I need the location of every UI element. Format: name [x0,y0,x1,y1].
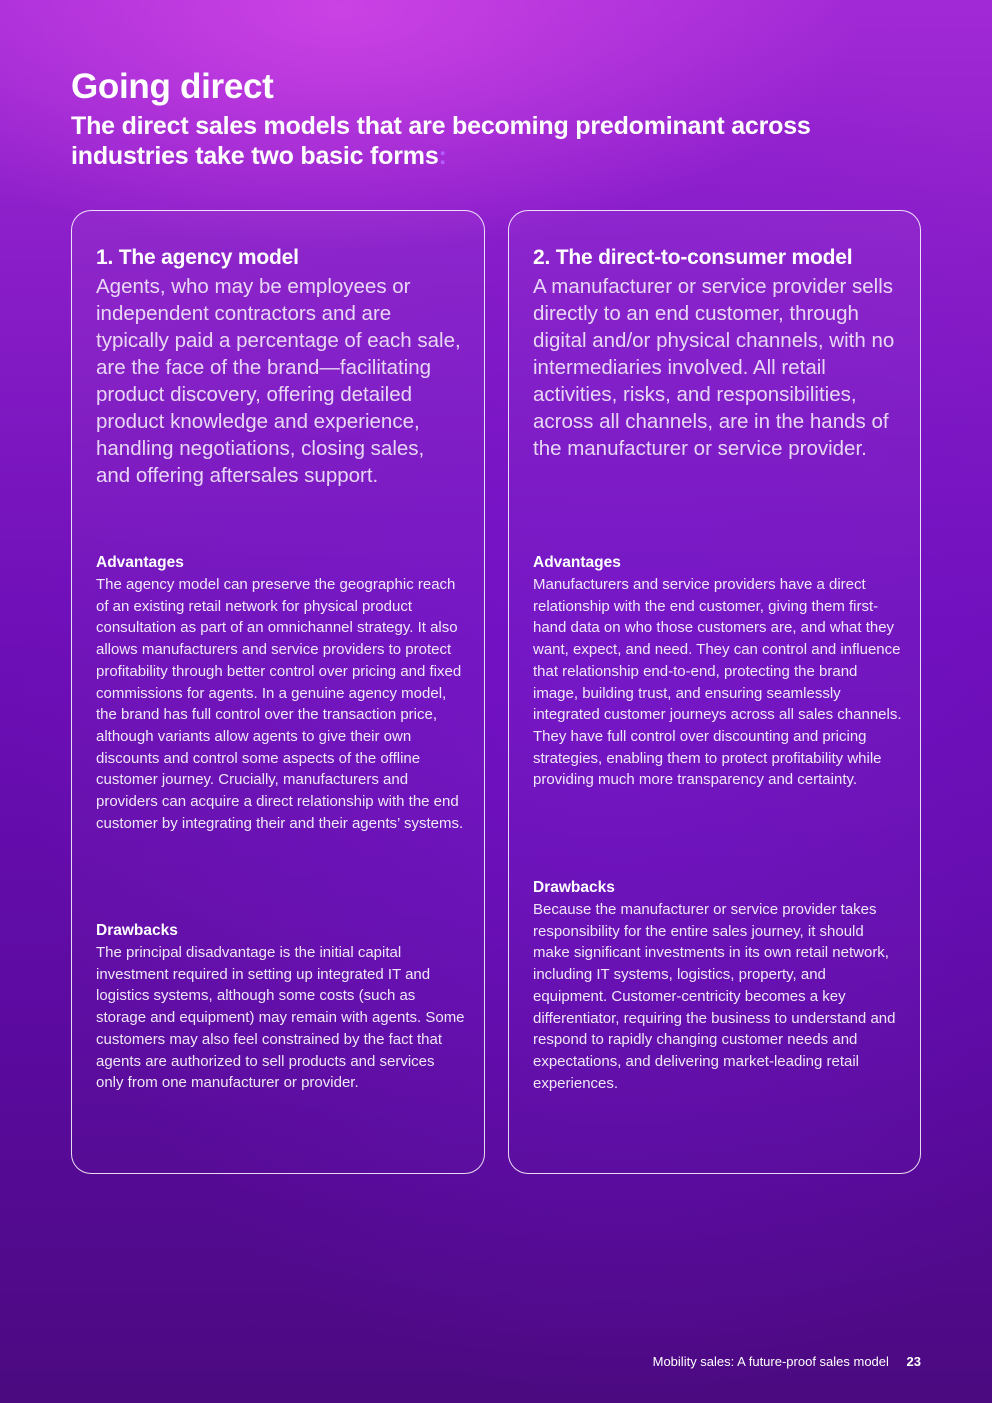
agency-model-description: Agents, who may be employees or independent contractors and are typically paid a percentage of each sale, are the face of the brand—facilitating product discovery, offering detailed product knowledge and experience, handling negotiations, closing sales, and offering aftersales support. [96,275,461,487]
dtc-advantages-section [533,552,902,791]
page-number: 23 [906,1354,921,1369]
page-footer [653,1352,921,1372]
dtc-drawbacks-heading: Drawbacks [533,879,615,896]
agency-advantages-heading: Advantages [96,554,184,571]
agency-drawbacks-section [96,920,466,1094]
page-title: Going direct [71,67,274,106]
footer-document-title: Mobility sales: A future-proof sales model [652,1354,889,1369]
dtc-model-card [508,210,921,1174]
agency-advantages-text: The agency model can preserve the geographic reach of an existing retail network for physical product consultation as part of an omnichannel strategy. It also allows manufacturers and service providers to protect profitability through better control over pricing and fixed commissions for agents. In a genuine agency model, the brand has full control over the transaction price, although variants allow agents to give their own discounts and control some aspects of the offline customer journey. Crucially, manufacturers and providers can acquire a direct relationship with the end customer by integrating their and their agents’ systems. [96,576,464,832]
dtc-model-description: A manufacturer or service provider sells directly to an end customer, through digital and/or physical channels, with no intermediaries involved. All retail activities, risks, and responsibilities, across all channels, are in the hands of the manufacturer or service provider. [533,275,895,460]
agency-model-card [71,210,485,1174]
agency-drawbacks-heading: Drawbacks [96,922,178,939]
agency-advantages-section [96,552,466,834]
page-subtitle-text: The direct sales models that are becoming predominant across industries take two basic forms [71,112,811,170]
subtitle-colon: : [438,142,447,170]
dtc-drawbacks-section [533,877,902,1094]
dtc-drawbacks-text: Because the manufacturer or service provider takes responsibility for the entire sales journey, it should make significant investments in its own retail network, including IT systems, logistics, property, and equipment. Customer-centricity becomes a key differentiator, requiring the business to understand and respond to rapidly changing customer needs and expectations, and delivering market-leading retail experiences. [533,901,896,1092]
dtc-model-intro [533,243,900,462]
dtc-advantages-heading: Advantages [533,554,621,571]
dtc-advantages-text: Manufacturers and service providers have a direct relationship with the end customer, giving them first-hand data on who those customers are, and what they want, expect, and need. They can control and influence that relationship end-to-end, protecting the brand image, building trust, and ensuring seamlessly integrated customer journeys across all sales channels. They have full control over discounting and pricing strategies, enabling them to protect profitability while providing much more transparency and certainty. [533,576,902,789]
page-subtitle [71,111,931,171]
agency-drawbacks-text: The principal disadvantage is the initial capital investment required in setting up integrated IT and logistics systems, although some costs (such as storage and equipment) may remain with agents. Some customers may also feel constrained by the fact that agents are authorized to sell products and services only from one manufacturer or provider. [96,944,465,1092]
dtc-model-title: 2. The direct-to-consumer model [533,246,853,269]
agency-model-title: 1. The agency model [96,246,299,269]
agency-model-intro [96,243,464,489]
